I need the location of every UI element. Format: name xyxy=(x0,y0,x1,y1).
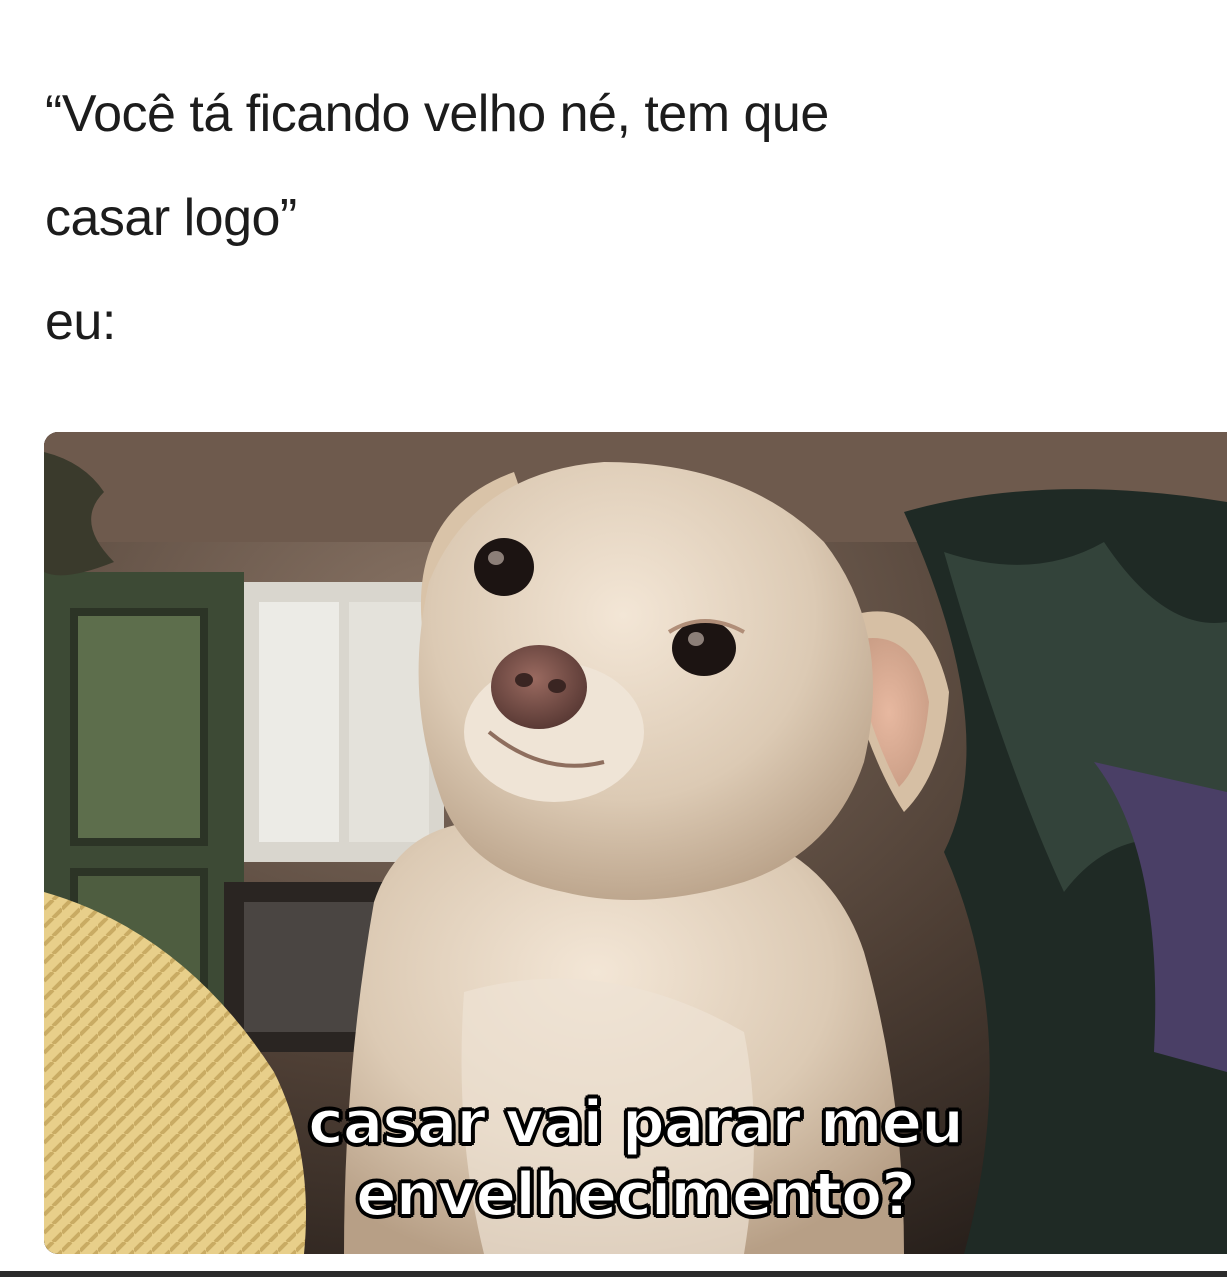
caption-line-2: casar logo” xyxy=(45,189,297,247)
bottom-divider xyxy=(0,1271,1227,1277)
caption-line-3: eu: xyxy=(45,293,116,351)
meme-caption xyxy=(45,62,1195,374)
caption-line-1: “Você tá ficando velho né, tem que xyxy=(45,85,829,143)
dog-meme-photo xyxy=(44,432,1227,1254)
subtitle-line-1: casar vai parar meu xyxy=(308,1088,963,1158)
subtitle-line-2: envelhecimento? xyxy=(356,1160,915,1230)
